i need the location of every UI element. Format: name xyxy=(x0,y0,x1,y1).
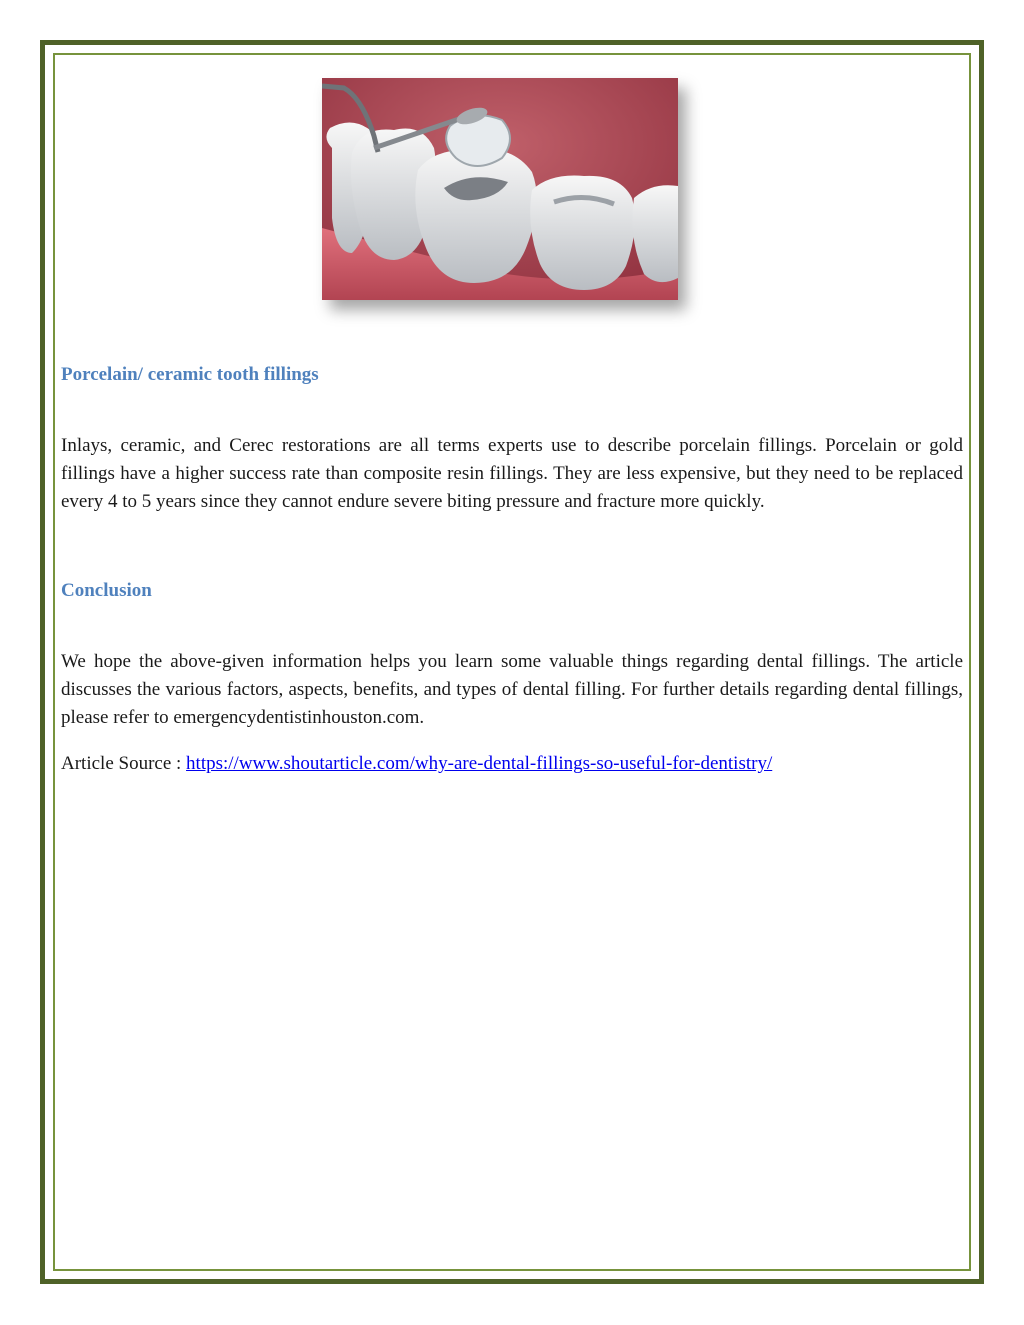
section-body-conclusion: We hope the above-given information helps you learn some valuable things regarding dental fillings. The article discusses the various factors, aspects, benefits, and types of dental filling. For further details regarding dental fillings, please refer to emergencydentistinhouston.com. xyxy=(61,651,963,728)
article-source xyxy=(61,750,772,778)
section-heading-conclusion: Conclusion xyxy=(61,580,152,601)
dental-filling-illustration xyxy=(322,78,678,300)
article-source-label: Article Source : xyxy=(61,753,187,774)
section-heading-porcelain: Porcelain/ ceramic tooth fillings xyxy=(61,364,319,385)
section-body-porcelain: Inlays, ceramic, and Cerec restorations are all terms experts use to describe porcelain fillings. Porcelain or gold fillings have a higher success rate than composite resin fillings. They are less expensive, but they need to be replaced every 4 to 5 years since they cannot endure severe biting pressure and fracture more quickly. xyxy=(61,435,963,512)
article-source-link[interactable]: https://www.shoutarticle.com/why-are-dental-fillings-so-useful-for-dentistry/ xyxy=(186,753,773,774)
